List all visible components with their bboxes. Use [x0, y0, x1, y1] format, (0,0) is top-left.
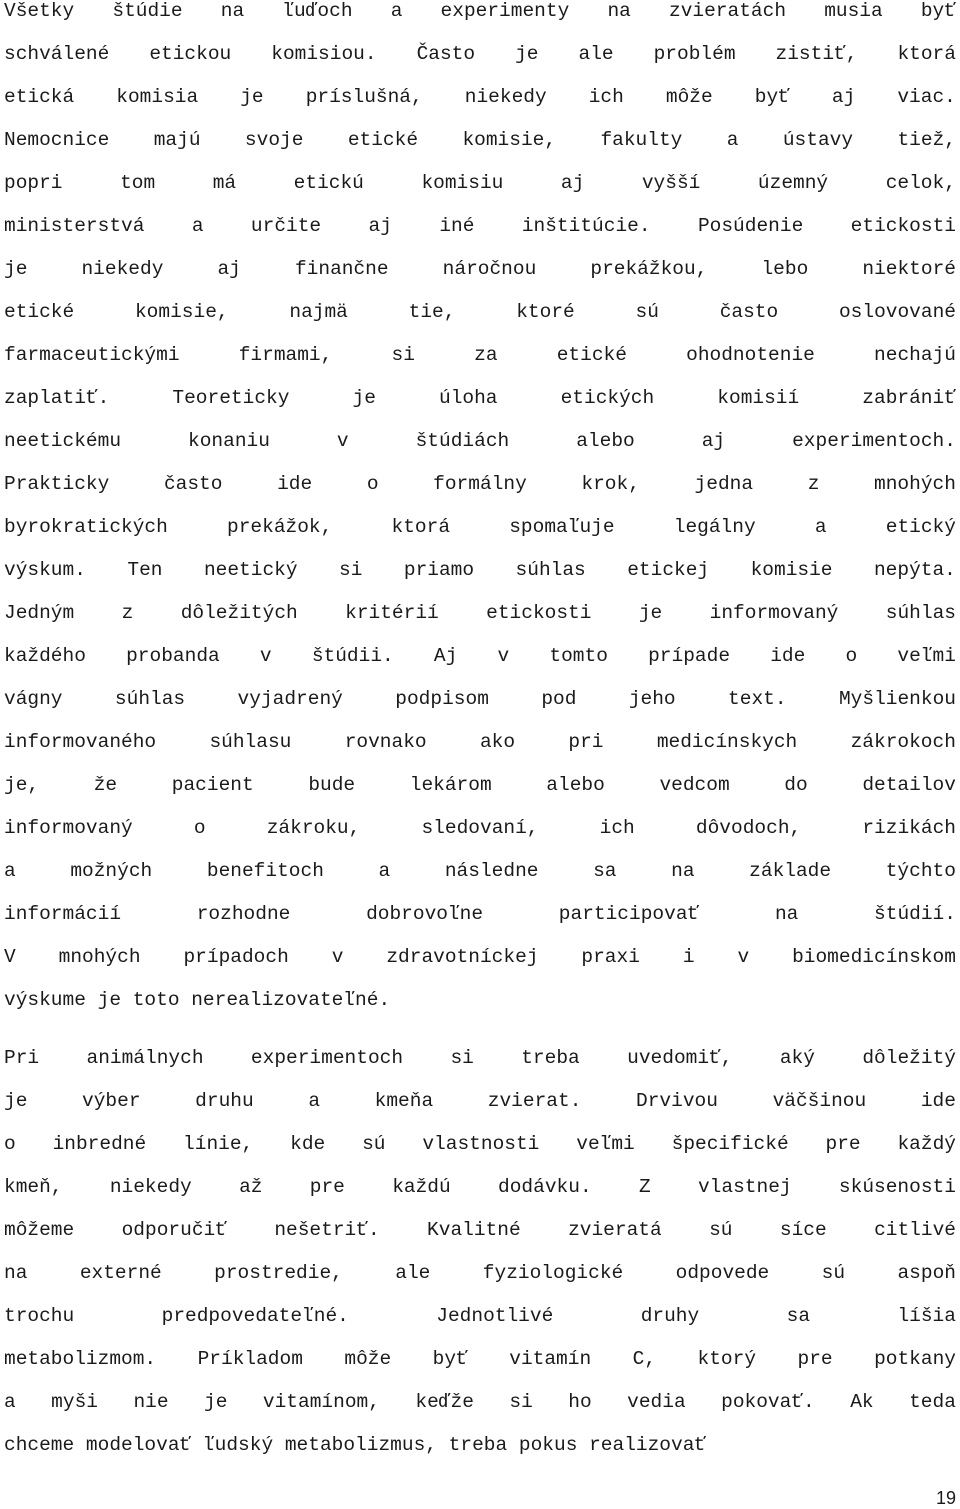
- paragraph-animal-experiments: [4, 1037, 956, 1467]
- text-line: a myši nie je vitamínom, keďže si ho vedia pokovať. Ak teda: [4, 1391, 956, 1413]
- text-line: V mnohých prípadoch v zdravotníckej praxi i v biomedicínskom: [4, 946, 956, 968]
- text-line: informácií rozhodne dobrovoľne participovať na štúdií.: [4, 903, 956, 925]
- text-line: zaplatiť. Teoreticky je úloha etických komisií zabrániť: [4, 387, 956, 409]
- text-line: o inbredné línie, kde sú vlastnosti veľmi špecifické pre každý: [4, 1133, 956, 1155]
- text-line: môžeme odporučiť nešetriť. Kvalitné zvieratá sú síce citlivé: [4, 1219, 956, 1241]
- text-line: popri tom má etickú komisiu aj vyšší územný celok,: [4, 172, 956, 194]
- text-line: ministerstvá a určite aj iné inštitúcie. Posúdenie etickosti: [4, 215, 956, 237]
- text-line: informovaný o zákroku, sledovaní, ich dôvodoch, rizikách: [4, 817, 956, 839]
- text-line: metabolizmom. Príkladom môže byť vitamín C, ktorý pre potkany: [4, 1348, 956, 1370]
- text-line: informovaného súhlasu rovnako ako pri medicínskych zákrokoch: [4, 731, 956, 753]
- text-line: je výber druhu a kmeňa zvierat. Drvivou väčšinou ide: [4, 1090, 956, 1112]
- text-line: výskum. Ten neetický si priamo súhlas etickej komisie nepýta.: [4, 559, 956, 581]
- text-line: Pri animálnych experimentoch si treba uvedomiť, aký dôležitý: [4, 1047, 956, 1069]
- text-line: vágny súhlas vyjadrený podpisom pod jeho text. Myšlienkou: [4, 688, 956, 710]
- text-line: Prakticky často ide o formálny krok, jedna z mnohých: [4, 473, 956, 495]
- text-line: každého probanda v štúdii. Aj v tomto prípade ide o veľmi: [4, 645, 956, 667]
- text-line: na externé prostredie, ale fyziologické odpovede sú aspoň: [4, 1262, 956, 1284]
- text-line: je niekedy aj finančne náročnou prekážkou, lebo niektoré: [4, 258, 956, 280]
- text-line: je, že pacient bude lekárom alebo vedcom do detailov: [4, 774, 956, 796]
- text-line: Všetky štúdie na ľuďoch a experimenty na zvieratách musia byť: [4, 0, 956, 22]
- text-line: a možných benefitoch a následne sa na základe týchto: [4, 860, 956, 882]
- text-line: Nemocnice majú svoje etické komisie, fakulty a ústavy tiež,: [4, 129, 956, 151]
- text-line: etické komisie, najmä tie, ktoré sú často oslovované: [4, 301, 956, 323]
- text-line: byrokratických prekážok, ktorá spomaľuje legálny a etický: [4, 516, 956, 538]
- text-line: trochu predpovedateľné. Jednotlivé druhy sa líšia: [4, 1305, 956, 1327]
- text-line: neetickému konaniu v štúdiách alebo aj experimentoch.: [4, 430, 956, 452]
- paragraph-ethics-committees: [4, 0, 956, 1022]
- text-line: výskume je toto nerealizovateľné.: [4, 989, 391, 1011]
- text-line: etická komisia je príslušná, niekedy ich môže byť aj viac.: [4, 86, 956, 108]
- text-line: schválené etickou komisiou. Často je ale problém zistiť, ktorá: [4, 43, 956, 65]
- text-line: kmeň, niekedy až pre každú dodávku. Z vlastnej skúsenosti: [4, 1176, 956, 1198]
- text-line: chceme modelovať ľudský metabolizmus, treba pokus realizovať: [4, 1434, 707, 1456]
- text-line: Jedným z dôležitých kritérií etickosti je informovaný súhlas: [4, 602, 956, 624]
- page-number: 19: [935, 1488, 956, 1508]
- text-line: farmaceutickými firmami, si za etické ohodnotenie nechajú: [4, 344, 956, 366]
